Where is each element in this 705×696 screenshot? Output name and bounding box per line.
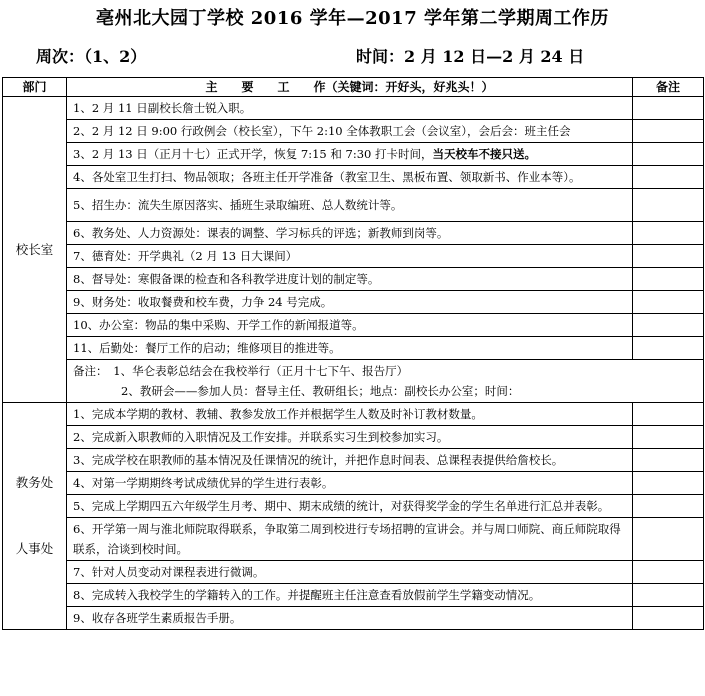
task-cell: 4、各处室卫生打扫、物品领取；各班主任开学准备（教室卫生、黑板布置、领取新书、作业本等）。	[67, 166, 633, 189]
task-text: 3、2 月 13 日（正月十七）正式开学，恢复 7:15 和 7:30 打卡时间，	[73, 147, 433, 161]
note-cell	[633, 166, 704, 189]
table-row	[3, 607, 704, 630]
header-task: 主 要 工 作（关键词：开好头，好兆头！）	[67, 78, 633, 97]
header-dept: 部门	[3, 78, 67, 97]
table-row	[3, 426, 704, 449]
table-row	[3, 360, 704, 403]
note-cell	[633, 337, 704, 360]
table-row	[3, 449, 704, 472]
task-cell: 4、对第一学期期终考试成绩优异的学生进行表彰。	[67, 472, 633, 495]
task-cell	[67, 143, 633, 166]
task-cell: 8、督导处：寒假备课的检查和各科教学进度计划的制定等。	[67, 268, 633, 291]
dept-academic: 教务处	[15, 475, 54, 490]
note-cell	[633, 607, 704, 630]
dept-hr: 人事处	[15, 541, 54, 556]
note-cell	[633, 189, 704, 222]
task-cell: 2、完成新入职教师的入职情况及工作安排。并联系实习生到校参加实习。	[67, 426, 633, 449]
note-cell	[633, 518, 704, 561]
table-header-row	[3, 78, 704, 97]
header-note: 备注	[633, 78, 704, 97]
table-row	[3, 245, 704, 268]
task-cell: 6、教务处、人力资源处：课表的调整、学习标兵的评选；新教师到岗等。	[67, 222, 633, 245]
note-cell	[633, 561, 704, 584]
note-cell	[633, 449, 704, 472]
task-cell: 11、后勤处：餐厅工作的启动；维修项目的推进等。	[67, 337, 633, 360]
note-cell	[633, 403, 704, 426]
time-label: 时间：2 月 12 日—2 月 24 日	[356, 47, 585, 66]
table-row	[3, 189, 704, 222]
task-cell: 8、完成转入我校学生的学籍转入的工作。并提醒班主任注意查看放假前学生学籍变动情况。	[67, 584, 633, 607]
note-cell	[633, 120, 704, 143]
table-row	[3, 495, 704, 518]
note-cell	[633, 472, 704, 495]
table-row	[3, 166, 704, 189]
task-cell: 9、收存各班学生素质报告手册。	[67, 607, 633, 630]
task-cell: 3、完成学校在职教师的基本情况及任课情况的统计，并把作息时间表、总课程表提供给詹校长。	[67, 449, 633, 472]
dept-spacer	[3, 492, 66, 540]
week-label: 周次：（1、2）	[36, 47, 147, 66]
table-row	[3, 120, 704, 143]
task-cell: 5、招生办：流失生原因落实、插班生录取编班、总人数统计等。	[67, 189, 633, 222]
page-title: 亳州北大园丁学校 2016 学年—2017 学年第二学期周工作历	[96, 8, 609, 29]
dept-academic-hr	[3, 403, 67, 630]
note-cell	[633, 97, 704, 120]
note-cell	[633, 314, 704, 337]
table-row	[3, 268, 704, 291]
task-cell: 1、2 月 11 日副校长詹士锐入职。	[67, 97, 633, 120]
task-cell: 6、开学第一周与淮北师院取得联系，争取第二周到校进行专场招聘的宣讲会。并与周口师院、商丘师院取得联系，洽谈到校时间。	[67, 518, 633, 561]
table-row	[3, 518, 704, 561]
table-row	[3, 472, 704, 495]
note-cell	[633, 495, 704, 518]
note-cell	[633, 584, 704, 607]
principal-note-line-2: 2、教研会——参加人员：督导主任、教研组长；地点：副校长办公室；时间：	[121, 384, 520, 398]
note-cell	[633, 291, 704, 314]
table-row	[3, 143, 704, 166]
work-calendar-table	[2, 77, 704, 630]
table-row	[3, 403, 704, 426]
table-row	[3, 337, 704, 360]
task-cell: 2、2 月 12 日 9:00 行政例会（校长室），下午 2:10 全体教职工会（会议室），会后会：班主任会	[67, 120, 633, 143]
task-text-emphasis: 当天校车不接只送。	[432, 147, 537, 161]
task-cell: 9、财务处：收取餐费和校车费，力争 24 号完成。	[67, 291, 633, 314]
task-cell: 7、针对人员变动对课程表进行微调。	[67, 561, 633, 584]
principal-note-cell	[67, 360, 704, 403]
note-cell	[633, 143, 704, 166]
principal-note-line-1: 备注： 1、华仑表彰总结会在我校举行（正月十七下午、报告厅）	[73, 364, 409, 378]
table-row	[3, 222, 704, 245]
task-cell: 1、完成本学期的教材、教辅、教参发放工作并根据学生人数及时补订教材数量。	[67, 403, 633, 426]
table-row	[3, 291, 704, 314]
task-cell: 5、完成上学期四五六年级学生月考、期中、期末成绩的统计，对获得奖学金的学生名单进行汇总并表彰。	[67, 495, 633, 518]
table-row	[3, 314, 704, 337]
table-row	[3, 584, 704, 607]
table-row	[3, 97, 704, 120]
note-cell	[633, 426, 704, 449]
dept-principal-office: 校长室	[3, 97, 67, 403]
task-cell: 7、德育处：开学典礼（2 月 13 日大课间）	[67, 245, 633, 268]
note-cell	[633, 222, 704, 245]
note-cell	[633, 245, 704, 268]
table-row	[3, 561, 704, 584]
task-cell: 10、办公室：物品的集中采购、开学工作的新闻报道等。	[67, 314, 633, 337]
note-cell	[633, 268, 704, 291]
